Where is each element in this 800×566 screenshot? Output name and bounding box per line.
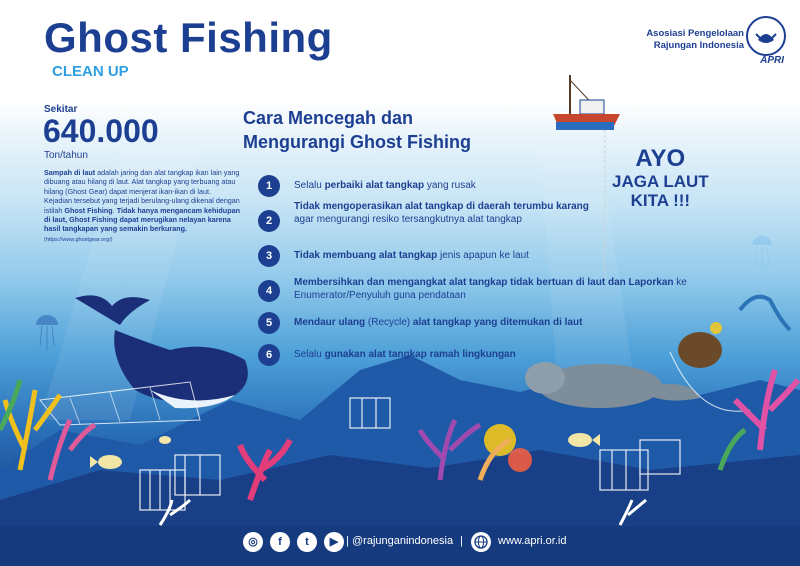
fish-icon [159,436,171,444]
footer-separator: | [460,535,463,547]
youtube-icon[interactable]: ▶ [324,532,344,552]
step-text: Membersihkan dan mengangkat alat tangkap tidak bertuan di laut dan Laporkan ke Enumerator/Penyuluh guna pendataan [294,277,687,301]
globe-icon [471,532,491,552]
step-text: Tidak mengoperasikan alat tangkap di daerah terumbu karang agar mengurangi resiko tersangkutnya alat tangkap [294,201,589,225]
jellyfish-icon [36,315,58,350]
page-title: Ghost Fishing [44,14,333,61]
step-text: Tidak membuang alat tangkap jenis apapun ke laut [294,250,529,261]
facebook-icon[interactable]: f [270,532,290,552]
desc-bold-1: Sampah di laut [44,168,96,177]
step-number: 3 [258,245,280,267]
apri-logo-icon [746,16,786,56]
desc-source: (https://www.ghostgear.org/) [44,236,113,243]
desc-term: Ghost Fishing [64,205,113,215]
step-number: 6 [258,344,280,366]
step-text: Mendaur ulang (Recycle) alat tangkap yang ditemukan di laut [294,317,583,328]
desc-bold-2: Tidak hanya mengancam kehidupan di laut, Ghost Fishing dapat merugikan nelayan karena hasil tangkapan yang semakin berkurang. [44,205,240,234]
social-handle[interactable]: @rajunganindonesia [352,535,454,547]
step-number: 2 [258,210,280,232]
footer-separator: | [346,535,349,547]
jellyfish-icon [752,236,772,270]
section-heading-line1: Cara Mencegah dan [243,108,414,128]
cta-line2: JAGA LAUT [612,172,709,191]
section-heading [243,106,543,154]
desc-text-1: adalah jaring dan alat tangkap ikan lain yang dibuang atau hilang di laut. Alat tangkap yang terbuang atau hilang (Ghost Gear) dapat menjerat ikan-ikan di laut. Kejadian tersebut yang terjadi berulang-ulang dikenal dengan istilah [44,168,240,215]
website-link[interactable]: www.apri.or.id [498,535,567,547]
cta-line3: KITA !!! [630,191,691,210]
section-heading-line2: Mengurangi Ghost Fishing [243,132,471,152]
stat-unit: Ton/tahun [44,150,88,161]
step-text: Selalu gunakan alat tangkap ramah lingkungan [294,349,516,360]
stat-label: Sekitar [44,104,78,115]
instagram-icon[interactable]: ◎ [243,532,263,552]
step-number: 5 [258,312,280,334]
cta-line1: AYO [635,145,686,172]
description-text [44,168,240,245]
org-name-line2: Rajungan Indonesia [653,40,744,51]
desc-text-end: . [112,205,117,215]
page-subtitle: CLEAN UP [52,63,129,80]
stat-value: 640.000 [43,113,159,149]
twitter-icon[interactable]: t [297,532,317,552]
step-number: 1 [258,175,280,197]
org-name [646,28,744,52]
org-short-name: APRI [760,55,784,66]
org-name-line1: Asosiasi Pengelolaan [646,28,744,39]
step-number: 4 [258,280,280,302]
step-text: Selalu perbaiki alat tangkap yang rusak [294,180,476,191]
call-to-action [612,146,709,210]
